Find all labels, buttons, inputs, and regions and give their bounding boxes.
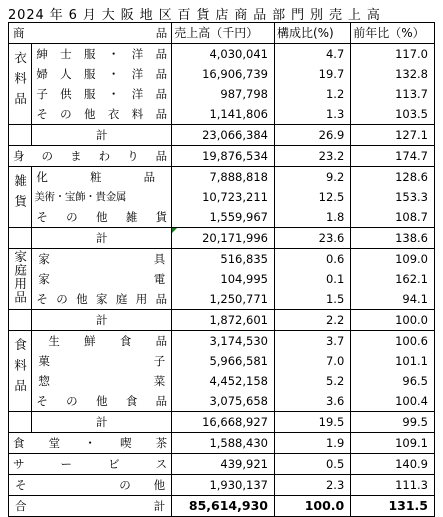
item-name-left: 家 <box>38 272 50 286</box>
table-row <box>9 351 435 371</box>
total-label <box>9 496 172 517</box>
group-label-text: 衣料品 <box>12 50 28 113</box>
item-yoy: 162.1 <box>351 269 435 289</box>
header-product-left: 商 <box>13 26 25 40</box>
table-row <box>9 84 435 104</box>
item-name-left: そ <box>15 478 27 492</box>
subtotal-row <box>9 412 435 433</box>
item-share: 5.2 <box>274 371 350 391</box>
item-yoy: 111.3 <box>351 475 435 496</box>
item-name-right: 電 <box>153 272 166 286</box>
total-share: 100.0 <box>274 496 350 517</box>
item-name: 美術・宝飾・貴金属 <box>32 187 172 207</box>
item-share: 1.8 <box>274 207 350 228</box>
item-share: 0.1 <box>274 269 350 289</box>
group-label-household <box>9 249 32 310</box>
subtotal-sales: 16,668,927 <box>172 412 275 433</box>
total-sales: 85,614,930 <box>172 496 275 517</box>
item-share: 23.2 <box>274 146 350 167</box>
item-name-right: 菜 <box>153 374 166 388</box>
table-row <box>9 269 435 289</box>
subtotal-share: 23.6 <box>274 228 350 249</box>
subtotal-label: 計 <box>32 412 172 433</box>
item-sales: 5,966,581 <box>172 351 275 371</box>
item-name: 子供服・洋品 <box>32 84 172 104</box>
sales-table <box>8 22 435 517</box>
group-label-clothing <box>9 44 32 125</box>
item-share: 2.3 <box>274 475 350 496</box>
item-sales: 439,921 <box>172 454 275 475</box>
item-name <box>32 249 172 270</box>
item-yoy: 140.9 <box>351 454 435 475</box>
item-share: 7.0 <box>274 351 350 371</box>
group-label-text: 家庭用品 <box>12 249 28 304</box>
header-sales: 売上高（千円） <box>172 23 275 44</box>
table-row <box>9 454 435 475</box>
item-sales: 987,798 <box>172 84 275 104</box>
page-title: 2024 年 6 月 大 阪 地 区 百 貨 店 商 品 部 門 別 売 上 高 <box>8 8 381 23</box>
item-name <box>9 475 172 496</box>
subtotal-share: 26.9 <box>274 125 350 146</box>
item-sales: 104,995 <box>172 269 275 289</box>
item-yoy: 113.7 <box>351 84 435 104</box>
header-yoy: 前年比（%） <box>351 23 435 44</box>
item-sales: 3,174,530 <box>172 331 275 352</box>
item-name-left: 惣 <box>38 374 50 388</box>
subtotal-yoy: 138.6 <box>351 228 435 249</box>
item-share: 1.2 <box>274 84 350 104</box>
subtotal-yoy: 99.5 <box>351 412 435 433</box>
item-name <box>32 351 172 371</box>
item-yoy: 128.6 <box>351 167 435 188</box>
table-row <box>9 371 435 391</box>
item-share: 3.7 <box>274 331 350 352</box>
total-yoy: 131.5 <box>351 496 435 517</box>
item-yoy: 132.8 <box>351 64 435 84</box>
subtotal-row <box>9 310 435 331</box>
item-yoy: 100.4 <box>351 391 435 412</box>
total-label-right: 計 <box>153 499 166 513</box>
subtotal-label: 計 <box>32 125 172 146</box>
subtotal-yoy: 100.0 <box>351 310 435 331</box>
item-name-right: の 他 <box>119 478 166 492</box>
item-name: 婦人服・洋品 <box>32 64 172 84</box>
item-sales: 16,906,739 <box>172 64 275 84</box>
item-name-right: 子 <box>153 354 166 368</box>
subtotal-sales: 20,171,996 <box>172 228 275 249</box>
item-share: 9.2 <box>274 167 350 188</box>
item-yoy: 96.5 <box>351 371 435 391</box>
header-share: 構成比(%) <box>274 23 350 44</box>
item-sales: 7,888,818 <box>172 167 275 188</box>
subtotal-sales: 23,066,384 <box>172 125 275 146</box>
item-name: 身のまわり品 <box>9 146 172 167</box>
item-name: その他衣料品 <box>32 104 172 125</box>
item-share: 12.5 <box>274 187 350 207</box>
subtotal-sales: 1,872,601 <box>172 310 275 331</box>
item-name <box>32 269 172 289</box>
group-label-goods <box>9 167 32 228</box>
subtotal-label: 計 <box>32 228 172 249</box>
item-name: 紳士服・洋品 <box>32 44 172 65</box>
subtotal-row <box>9 125 435 146</box>
subtotal-share: 2.2 <box>274 310 350 331</box>
table-row <box>9 104 435 125</box>
subtotal-row <box>9 228 435 249</box>
table-header-row <box>9 23 435 44</box>
group-label-text: 雑貨 <box>12 174 28 215</box>
table-row <box>9 167 435 188</box>
item-yoy: 103.5 <box>351 104 435 125</box>
table-row <box>9 475 435 496</box>
table-row <box>9 249 435 270</box>
item-name: 食堂・喫茶 <box>9 433 172 454</box>
item-yoy: 153.3 <box>351 187 435 207</box>
item-share: 0.5 <box>274 454 350 475</box>
item-sales: 3,075,658 <box>172 391 275 412</box>
item-yoy: 174.7 <box>351 146 435 167</box>
item-name-left: 家 <box>38 252 50 266</box>
item-yoy: 109.0 <box>351 249 435 270</box>
item-sales: 10,723,211 <box>172 187 275 207</box>
item-sales: 1,588,430 <box>172 433 275 454</box>
item-name: その他家庭用品 <box>32 289 172 310</box>
item-share: 0.6 <box>274 249 350 270</box>
table-row <box>9 187 435 207</box>
item-yoy: 101.1 <box>351 351 435 371</box>
table-row <box>9 64 435 84</box>
item-sales: 1,250,771 <box>172 289 275 310</box>
subtotal-yoy: 127.1 <box>351 125 435 146</box>
table-row <box>9 207 435 228</box>
item-sales: 4,452,158 <box>172 371 275 391</box>
item-share: 3.6 <box>274 391 350 412</box>
group-label-food <box>9 331 32 412</box>
item-sales: 4,030,041 <box>172 44 275 65</box>
item-share: 4.7 <box>274 44 350 65</box>
item-sales: 1,141,806 <box>172 104 275 125</box>
table-row <box>9 44 435 65</box>
item-name <box>32 371 172 391</box>
total-row <box>9 496 435 517</box>
item-name-left: 菓 <box>38 354 50 368</box>
item-sales: 1,930,137 <box>172 475 275 496</box>
table-row <box>9 391 435 412</box>
total-label-left: 合 <box>15 499 27 513</box>
table-row <box>9 289 435 310</box>
item-name: サービス <box>9 454 172 475</box>
item-name: その他雑貨 <box>32 207 172 228</box>
item-share: 1.3 <box>274 104 350 125</box>
item-name-right: 具 <box>153 252 166 266</box>
item-yoy: 109.1 <box>351 433 435 454</box>
item-share: 1.5 <box>274 289 350 310</box>
item-name: 化粧品 <box>32 167 172 188</box>
item-name: 生鮮食品 <box>32 331 172 352</box>
item-name: その他食品 <box>32 391 172 412</box>
group-label-text: 食料品 <box>12 337 28 400</box>
item-yoy: 117.0 <box>351 44 435 65</box>
subtotal-share: 19.5 <box>274 412 350 433</box>
item-sales: 19,876,534 <box>172 146 275 167</box>
table-row <box>9 433 435 454</box>
table-row <box>9 146 435 167</box>
header-product <box>9 23 172 44</box>
table-row <box>9 331 435 352</box>
subtotal-label: 計 <box>32 310 172 331</box>
item-yoy: 108.7 <box>351 207 435 228</box>
item-sales: 1,559,967 <box>172 207 275 228</box>
item-yoy: 100.6 <box>351 331 435 352</box>
header-product-right: 品 <box>155 26 168 40</box>
item-yoy: 94.1 <box>351 289 435 310</box>
item-share: 1.9 <box>274 433 350 454</box>
item-share: 19.7 <box>274 64 350 84</box>
item-sales: 516,835 <box>172 249 275 270</box>
